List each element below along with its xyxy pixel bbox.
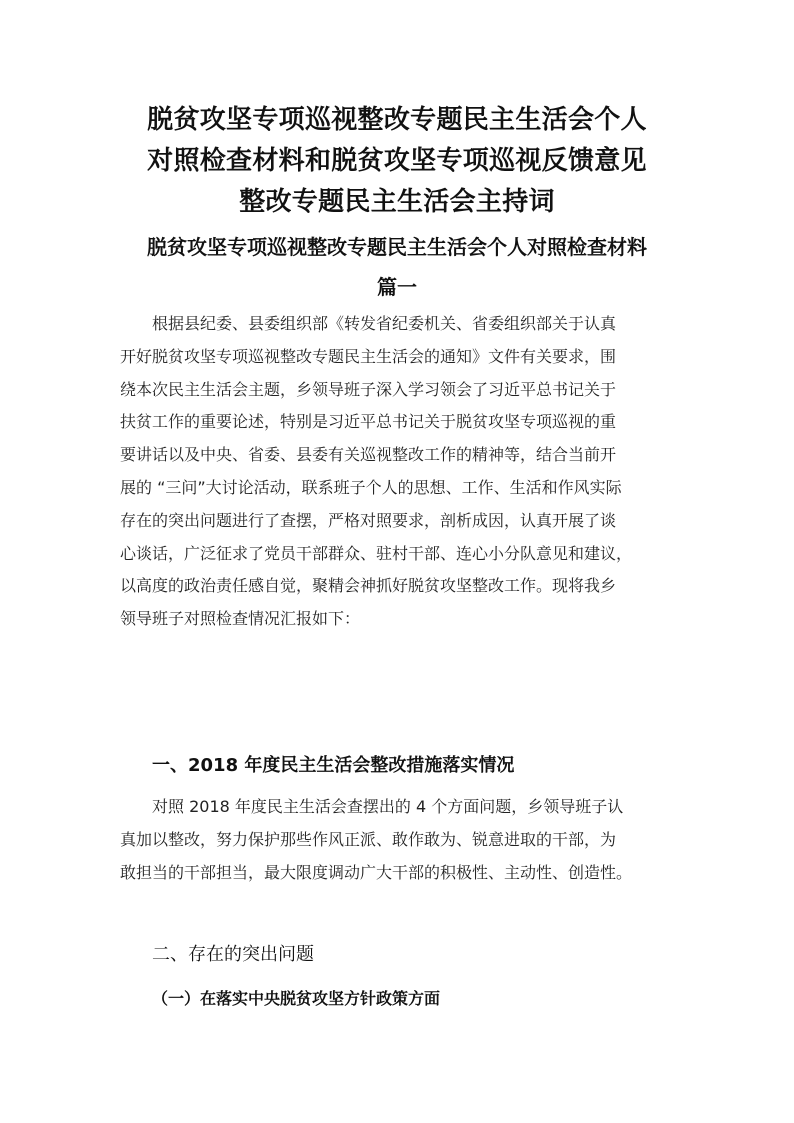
paragraph-line: 根据县纪委、县委组织部《转发省纪委机关、省委组织部关于认真 bbox=[152, 314, 617, 333]
paragraph-line: 要讲话以及中央、省委、县委有关巡视整改工作的精神等，结合当前开 bbox=[120, 445, 617, 465]
paragraph-line: 存在的突出问题进行了查摆，严格对照要求，剖析成因，认真开展了谈 bbox=[120, 510, 617, 530]
intro-paragraph bbox=[120, 308, 676, 636]
paragraph-line: 展的 “三问”大讨论活动，联系班子个人的思想、工作、生活和作风实际 bbox=[120, 477, 622, 497]
paragraph-line: 敢担当的干部担当，最大限度调动广大干部的积极性、主动性、创造性。 bbox=[120, 862, 633, 882]
paragraph-line: 领导班子对照检查情况汇报如下： bbox=[120, 609, 361, 629]
paragraph-line: 以高度的政治责任感自觉，聚精会神抓好脱贫攻坚整改工作。现将我乡 bbox=[120, 576, 617, 596]
section-heading: 一、2018 年度民主生活会整改措施落实情况 bbox=[152, 755, 515, 776]
paragraph-line: 绕本次民主生活会主题，乡领导班子深入学习领会了习近平总书记关于 bbox=[120, 379, 617, 399]
paragraph-line: 扶贫工作的重要论述，特别是习近平总书记关于脱贫攻坚专项巡视的重 bbox=[120, 412, 617, 432]
document-subtitle bbox=[100, 227, 694, 307]
paragraph-line: 真加以整改，努力保护那些作风正派、敢作敢为、锐意进取的干部，为 bbox=[120, 829, 617, 849]
section-heading: 二、存在的突出问题 bbox=[152, 944, 314, 965]
title-line: 整改专题民主生活会主持词 bbox=[239, 187, 555, 217]
paragraph-line: 对照 2018 年度民主生活会查摆出的 4 个方面问题，乡领导班子认 bbox=[152, 797, 624, 816]
subtitle-line: 篇一 bbox=[377, 275, 417, 299]
paragraph-line: 心谈话，广泛征求了党员干部群众、驻村干部、连心小分队意见和建议， bbox=[120, 543, 633, 563]
title-line: 对照检查材料和脱贫攻坚专项巡视反馈意见 bbox=[147, 146, 647, 176]
subsection-heading: （一）在落实中央脱贫攻坚方针政策方面 bbox=[152, 989, 441, 1008]
section1-paragraph bbox=[120, 791, 676, 889]
title-line: 脱贫攻坚专项巡视整改专题民主生活会个人 bbox=[147, 105, 647, 135]
document-title bbox=[100, 100, 694, 223]
paragraph-line: 开好脱贫攻坚专项巡视整改专题民主生活会的通知》文件有关要求，围 bbox=[120, 346, 617, 366]
subtitle-line: 脱贫攻坚专项巡视整改专题民主生活会个人对照检查材料 bbox=[147, 235, 647, 259]
